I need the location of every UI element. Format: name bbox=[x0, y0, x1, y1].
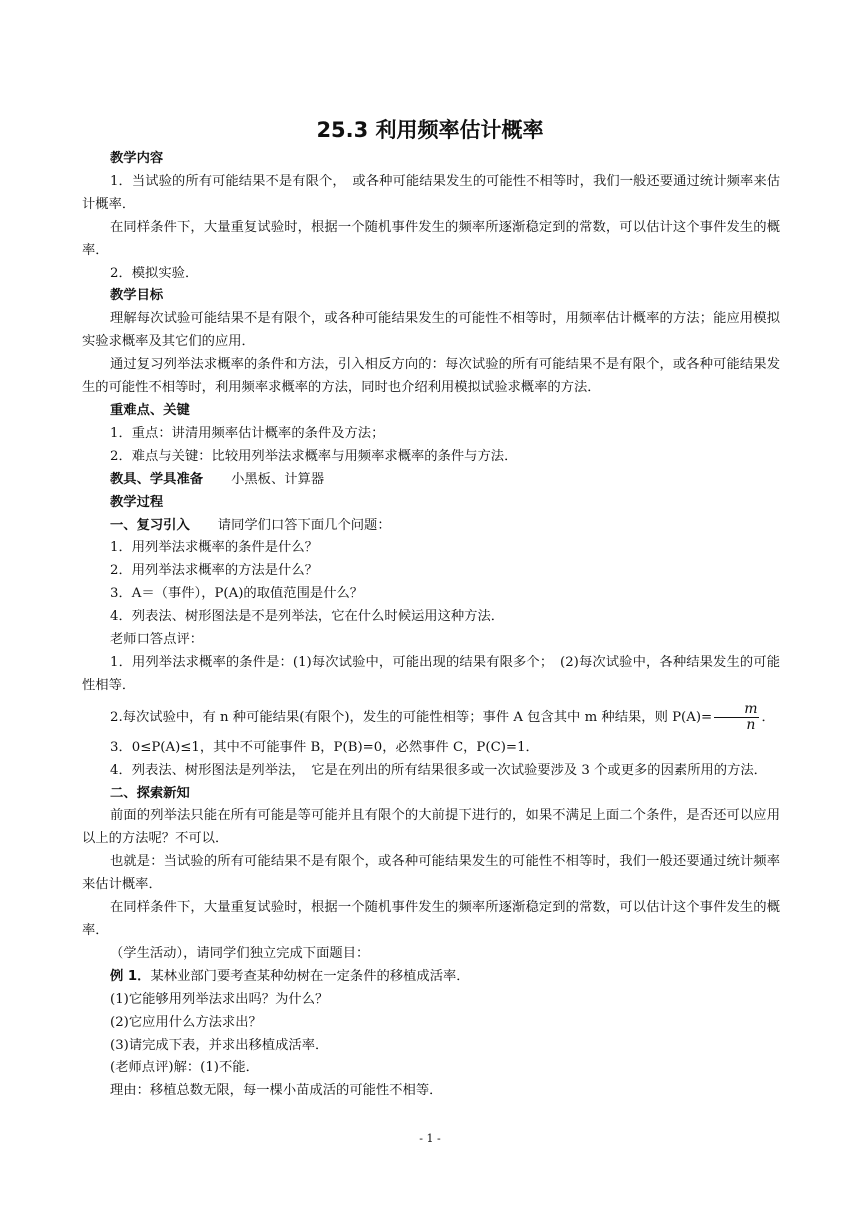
paragraph: （学生活动），请同学们独立完成下面题目： bbox=[110, 945, 370, 961]
example-item: (3)请完成下表，并求出移植成活率． bbox=[110, 1037, 329, 1053]
paragraph: 1．重点：讲清用频率估计概率的条件及方法； bbox=[110, 425, 385, 441]
paragraph: 在同样条件下，大量重复试验时，根据一个随机事件发生的频率所逐渐稳定到的常数，可以估计这个事件发生的概率． bbox=[82, 900, 780, 938]
question-item: 2．用列举法求概率的方法是什么？ bbox=[110, 563, 318, 579]
section-heading-content: 教学内容 bbox=[110, 151, 164, 166]
example-item: (老师点评)解：(1)不能． bbox=[110, 1060, 259, 1076]
example-item: (2)它应用什么方法求出？ bbox=[110, 1014, 262, 1030]
question-item: 3．A＝（事件），P(A)的取值范围是什么？ bbox=[110, 586, 364, 602]
answer-item: 1．用列举法求概率的条件是：(1)每次试验中，可能出现的结果有限多个； (2)每次试验中，各种结果发生的可能性相等． bbox=[82, 654, 780, 693]
section-heading-explore: 二、探索新知 bbox=[110, 785, 190, 801]
fraction-denominator: n bbox=[746, 716, 756, 733]
paragraph: 也就是：当试验的所有可能结果不是有限个，或各种可能结果发生的可能性不相等时，我们一般还要通过统计频率来估计概率． bbox=[82, 854, 780, 893]
question-item: 1．用列举法求概率的条件是什么？ bbox=[110, 540, 318, 556]
page-number: - 1 - bbox=[419, 1132, 441, 1145]
teacher-remark: 老师口答点评： bbox=[110, 632, 204, 648]
tools-text: 小黑板、计算器 bbox=[231, 471, 325, 487]
fraction-m-over-n bbox=[714, 702, 759, 733]
paragraph: 1．当试验的所有可能结果不是有限个， 或各种可能结果发生的可能性不相等时，我们一般还要通过统计频率来估计概率． bbox=[82, 173, 780, 212]
section-heading-tools: 教具、学具准备 bbox=[110, 471, 204, 487]
paragraph: 理解每次试验可能结果不是有限个，或各种可能结果发生的可能性不相等时，用频率估计概率的方法；能应用模拟实验求概率及其它们的应用． bbox=[82, 311, 780, 350]
section-heading-process: 教学过程 bbox=[110, 494, 164, 510]
example-item: (1)它能够用列举法求出吗？为什么？ bbox=[110, 991, 329, 1007]
example-text: 某林业部门要考查某种幼树在一定条件的移植成活率． bbox=[150, 968, 470, 984]
tools-line bbox=[82, 469, 780, 492]
section-heading-goals: 教学目标 bbox=[110, 288, 164, 304]
review-heading: 一、复习引入 bbox=[110, 517, 190, 533]
answer-item: 3．0≤P(A)≤1，其中不可能事件 B，P(B)=0，必然事件 C，P(C)=1． bbox=[110, 739, 539, 755]
example-line bbox=[82, 966, 780, 989]
formula-end: ． bbox=[761, 709, 775, 725]
review-prompt: 请同学们口答下面几个问题： bbox=[217, 517, 391, 533]
paragraph: 2．模拟实验． bbox=[110, 265, 199, 281]
example-item: 理由：移植总数无限，每一棵小苗成活的可能性不相等． bbox=[110, 1083, 443, 1099]
page-title: 25.3 利用频率估计概率 bbox=[316, 118, 544, 142]
answer-item-formula bbox=[82, 702, 780, 733]
paragraph: 通过复习列举法求概率的条件和方法，引入相反方向的：每次试验的所有可能结果不是有限个，或各种可能结果发生的可能性不相等时，利用频率求概率的方法，同时也介绍利用模拟试验求概率的方法． bbox=[82, 357, 780, 396]
fraction-numerator: m bbox=[714, 702, 759, 718]
paragraph: 前面的列举法只能在所有可能是等可能并且有限个的大前提下进行的，如果不满足上面二个条件，是否还可以应用以上的方法呢？不可以． bbox=[82, 808, 780, 847]
answer-item: 4．列表法、树形图法是列举法， 它是在列出的所有结果很多或一次试验要涉及 3 个或更多的因素所用的方法． bbox=[110, 762, 767, 778]
example-label: 例 1． bbox=[110, 968, 151, 984]
question-item: 4．列表法、树形图法是不是列举法，它在什么时候运用这种方法． bbox=[110, 609, 505, 625]
paragraph: 在同样条件下，大量重复试验时，根据一个随机事件发生的频率所逐渐稳定到的常数，可以估计这个事件发生的概率． bbox=[82, 219, 780, 258]
formula-text: 2.每次试验中，有 n 种可能结果(有限个)，发生的可能性相等；事件 A 包含其中 m 种结果，则 P(A)= bbox=[110, 709, 713, 725]
section-heading-keypoints: 重难点、关键 bbox=[110, 402, 190, 418]
document-body bbox=[82, 148, 780, 1103]
paragraph: 2．难点与关键：比较用列举法求概率与用频率求概率的条件与方法． bbox=[110, 448, 518, 464]
review-line bbox=[82, 515, 780, 538]
